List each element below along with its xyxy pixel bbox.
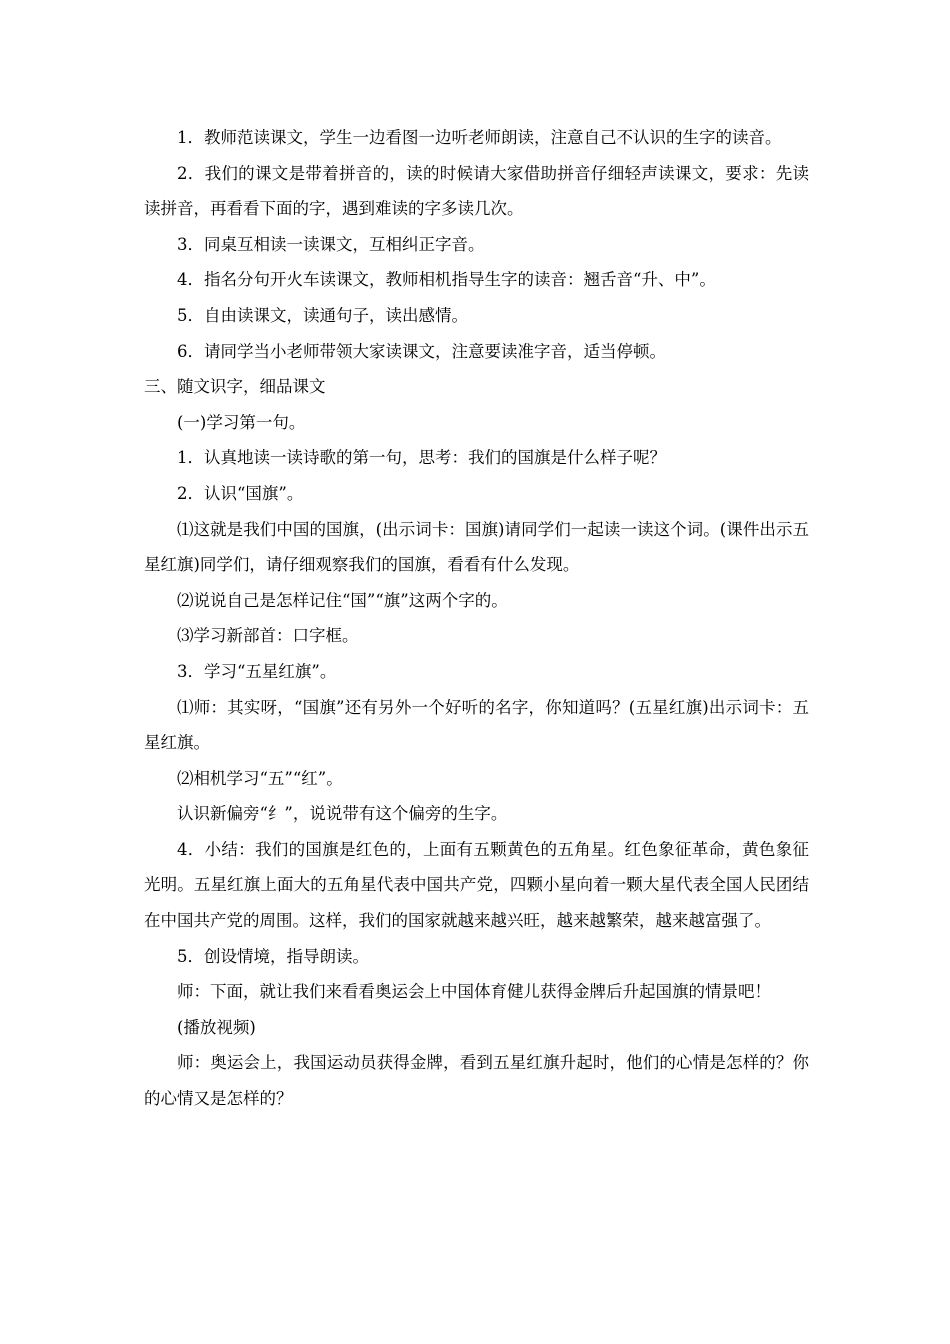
paragraph-item-3-sub-2: ⑵相机学习“五”“红”。 [177,768,343,788]
paragraph-teacher-intro: 师：下面，就让我们来看看奥运会上中国体育健儿获得金牌后升起国旗的情景吧！ [177,982,771,1002]
section-heading-3: 三、随文识字，细品课文 [144,377,326,397]
paragraph-teacher-question: 师：奥运会上，我国运动员获得金牌，看到五星红旗升起时，他们的心情是怎样的？你的心情又是怎样的？ [144,1053,809,1109]
subsection-heading-1: (一)学习第一句。 [177,412,306,432]
paragraph-read-step-3: 3．同桌互相读一读课文，互相纠正字音。 [177,234,485,254]
paragraph-item-3: 3．学习“五星红旗”。 [177,661,337,681]
paragraph-item-2-sub-3: ⑶学习新部首：口字框。 [177,626,359,646]
paragraph-item-5: 5．创设情境，指导朗读。 [177,946,369,966]
paragraph-item-2-sub-1: ⑴这就是我们中国的国旗，(出示词卡：国旗)请同学们一起读一读这个词。(课件出示五星红旗)同学们，请仔细观察我们的国旗，看看有什么发现。 [144,519,809,575]
paragraph-read-step-1: 1．教师范读课文，学生一边看图一边听老师朗读，注意自己不认识的生字的读音。 [177,128,782,147]
document-body [144,120,809,1117]
paragraph-item-3-sub-1: ⑴师：其实呀，“国旗”还有另外一个好听的名字，你知道吗？(五星红旗)出示词卡：五星红旗。 [144,697,809,753]
paragraph-radical-note: 认识新偏旁“纟”，说说带有这个偏旁的生字。 [177,804,508,824]
paragraph-item-1: 1．认真地读一读诗歌的第一句，思考：我们的国旗是什么样子呢？ [177,448,666,468]
paragraph-read-step-2: 2．我们的课文是带着拼音的，读的时候请大家借助拼音仔细轻声读课文，要求：先读读拼音，再看看下面的字，遇到难读的字多读几次。 [144,163,809,219]
paragraph-item-2-sub-2: ⑵说说自己是怎样记住“国”“旗”这两个字的。 [177,590,508,610]
paragraph-read-step-6: 6．请同学当小老师带领大家读课文，注意要读准字音，适当停顿。 [177,341,666,361]
paragraph-read-step-4: 4．指名分句开火车读课文，教师相机指导生字的读音：翘舌音“升、中”。 [177,270,716,290]
paragraph-item-2: 2．认识“国旗”。 [177,483,304,503]
paragraph-read-step-5: 5．自由读课文，读通句子，读出感情。 [177,305,468,325]
paragraph-play-video: (播放视频) [177,1017,256,1037]
paragraph-item-4-summary: 4．小结：我们的国旗是红色的，上面有五颗黄色的五角星。红色象征革命，黄色象征光明。五星红旗上面大的五角星代表中国共产党，四颗小星向着一颗大星代表全国人民团结在中国共产党的周围。这样，我们的国家就越来越兴旺，越来越繁荣，越来越富强了。 [144,839,809,931]
